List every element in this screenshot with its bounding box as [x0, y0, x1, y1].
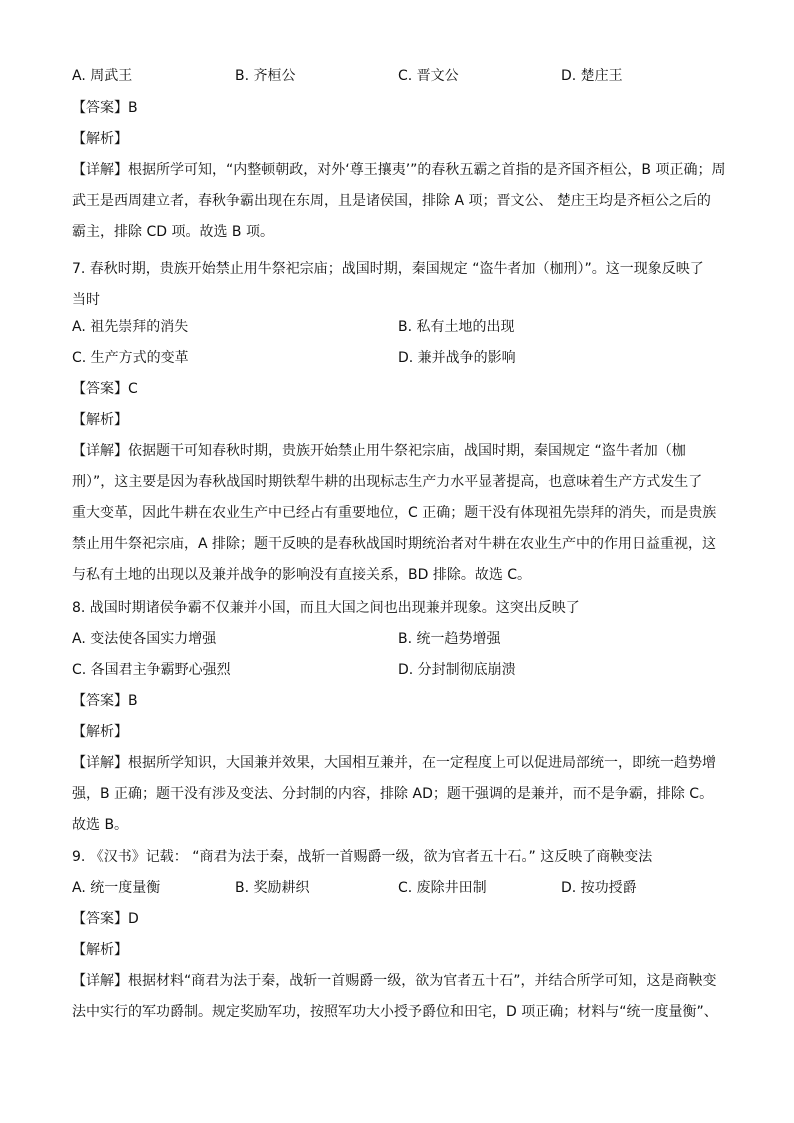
q7-options-row1 [72, 318, 724, 336]
q7-detail [72, 436, 724, 591]
q6-detail-line: 【详解】根据所学可知，“内整顿朝政，对外‘尊王攘夷’”的春秋五霸之首指的是齐国齐桓公，B 项正确；周 [72, 162, 726, 178]
q6-option-b: B. 齐桓公 [235, 68, 296, 84]
q6-detail-line: 武王是西周建立者，春秋争霸出现在东周，且是诸侯国，排除 A 项；晋文公、 楚庄王均是齐桓公之后的 [72, 193, 711, 209]
q7-option-b: B. 私有土地的出现 [398, 319, 515, 335]
q6-option-d: D. 楚庄王 [561, 68, 623, 84]
q8-option-c: C. 各国君主争霸野心强烈 [72, 662, 231, 678]
q8-detail-line: 强，B 正确；题干没有涉及变法、分封制的内容，排除 AD；题干强调的是兼并，而不是争霸，排除 C。 [72, 786, 714, 802]
q7-option-a: A. 祖先崇拜的消失 [72, 319, 189, 335]
q9-option-b: B. 奖励耕织 [235, 880, 310, 896]
q7-options-row2 [72, 349, 724, 367]
q7-option-d: D. 兼并战争的影响 [398, 350, 516, 366]
q7-analysis-label: 【解析】 [72, 412, 128, 428]
q6-analysis-label: 【解析】 [72, 131, 128, 147]
q6-detail [72, 155, 724, 248]
q6-answer: 【答案】B [72, 100, 138, 116]
q8-option-a: A. 变法使各国实力增强 [72, 631, 217, 647]
q9-detail-line: 法中实行的军功爵制。规定奖励军功，按照军功大小授予爵位和田宅，D 项正确；材料与“统一度量衡”、 [72, 1004, 718, 1020]
q9-analysis-label: 【解析】 [72, 942, 128, 958]
q7-detail-line: 【详解】依据题干可知春秋时期，贵族开始禁止用牛祭祀宗庙，战国时期，秦国规定 “盗牛者加（枷 [72, 443, 686, 459]
q6-option-c: C. 晋文公 [398, 68, 459, 84]
q7-detail-line: 禁止用牛祭祀宗庙，A 排除；题干反映的是春秋战国时期统治者对牛耕在农业生产中的作用日益重视，这 [72, 536, 717, 552]
q8-answer: 【答案】B [72, 693, 138, 709]
q8-detail [72, 748, 724, 841]
q7-detail-line: 刑）”，这主要是因为春秋战国时期铁犁牛耕的出现标志生产力水平显著提高，也意味着生产方式发生了 [72, 474, 703, 490]
q7-stem-line: 7. 春秋时期，贵族开始禁止用牛祭祀宗庙；战国时期，秦国规定 “盗牛者加（枷刑）”。这一现象反映了 [72, 261, 704, 277]
q8-detail-line: 【详解】根据所学知识，大国兼并效果，大国相互兼并，在一定程度上可以促进局部统一，即统一趋势增 [72, 755, 716, 771]
q8-detail-line: 故选 B。 [72, 817, 129, 833]
q7-detail-line: 重大变革，因此牛耕在农业生产中已经占有重要地位，C 正确；题干没有体现祖先崇拜的消失，而是贵族 [72, 505, 717, 521]
q6-option-a: A. 周武王 [72, 68, 133, 84]
q9-detail-line: 【详解】根据材料“商君为法于秦，战斩一首赐爵一级，欲为官者五十石”，并结合所学可知，这是商鞅变 [72, 973, 717, 989]
q8-options-row1 [72, 630, 724, 648]
q9-options [72, 879, 724, 897]
q7-stem [72, 254, 724, 316]
q7-detail-line: 与私有土地的出现以及兼并战争的影响没有直接关系，BD 排除。故选 C。 [72, 567, 532, 583]
q7-answer: 【答案】C [72, 381, 138, 397]
q7-option-c: C. 生产方式的变革 [72, 350, 189, 366]
q9-stem: 9. 《汉书》记载： “商君为法于秦，战斩一首赐爵一级，欲为官者五十石。” 这反映了商鞅变法 [72, 849, 653, 865]
q6-detail-line: 霸主，排除 CD 项。故选 B 项。 [72, 224, 274, 240]
q8-stem: 8. 战国时期诸侯争霸不仅兼并小国，而且大国之间也出现兼并现象。这突出反映了 [72, 600, 580, 616]
q6-options [72, 67, 724, 85]
q9-option-c: C. 废除井田制 [398, 880, 487, 896]
q7-stem-line: 当时 [72, 292, 100, 308]
q8-analysis-label: 【解析】 [72, 724, 128, 740]
q9-detail [72, 966, 724, 1028]
q9-option-d: D. 按功授爵 [561, 880, 637, 896]
q8-option-b: B. 统一趋势增强 [398, 631, 501, 647]
q9-answer: 【答案】D [72, 911, 139, 927]
q8-option-d: D. 分封制彻底崩溃 [398, 662, 516, 678]
q9-option-a: A. 统一度量衡 [72, 880, 161, 896]
q8-options-row2 [72, 661, 724, 679]
